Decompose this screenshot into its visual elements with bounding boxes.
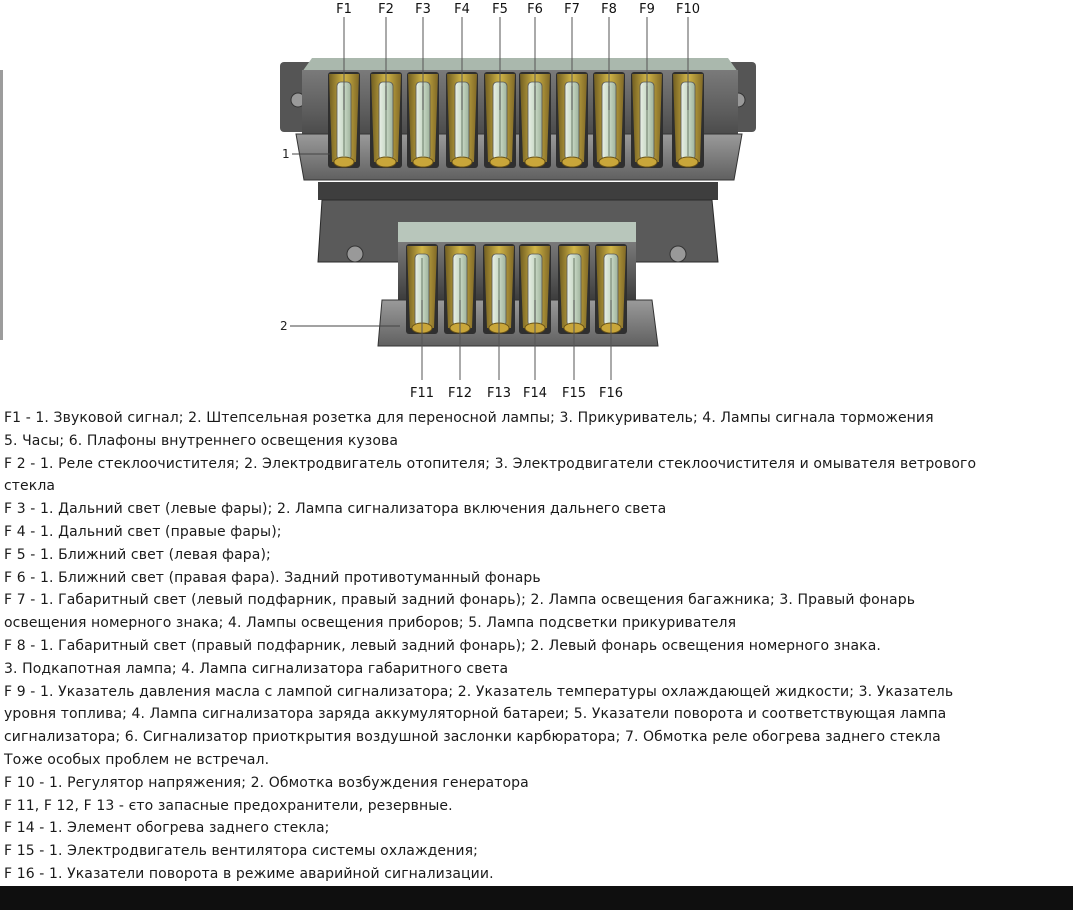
legend-line: Тоже особых проблем не встречал. <box>4 751 270 768</box>
svg-text:F2: F2 <box>378 2 394 17</box>
legend-line: F 8 - 1. Габаритный свет (правый подфарник, левый задний фонарь); 2. Левый фонарь освещения номерного знака. <box>4 637 881 654</box>
svg-text:F11: F11 <box>409 386 435 401</box>
legend-line: F 3 - 1. Дальний свет (левые фары); 2. Лампа сигнализатора включения дальнего света <box>4 501 667 518</box>
legend-line: F1 - 1. Звуковой сигнал; 2. Штепсельная розетка для переносной лампы; 3. Прикуриватель; 4. Лампы сигнала торможения <box>4 410 934 426</box>
svg-text:F3: F3 <box>415 2 431 17</box>
svg-text:F5: F5 <box>492 2 508 17</box>
legend-line: F 2 - 1. Реле стеклоочистителя; 2. Электродвигатель отопителя; 3. Электродвигатели стеклоочистителя и омывателя ветрового <box>4 455 977 472</box>
mount-screw-icon <box>347 246 363 262</box>
svg-text:F8: F8 <box>601 2 617 17</box>
svg-text:F12: F12 <box>447 386 473 401</box>
svg-text:F14: F14 <box>522 386 548 401</box>
legend-line: 5. Часы; 6. Плафоны внутреннего освещения кузова <box>4 432 399 449</box>
svg-text:F6: F6 <box>527 2 543 17</box>
legend-line: F 14 - 1. Элемент обогрева заднего стекла; <box>4 820 330 837</box>
svg-text:F7: F7 <box>564 2 580 17</box>
legend-line: F 16 - 1. Указатели поворота в режиме аварийной сигнализации. <box>4 865 494 882</box>
bottom-fuse-block <box>378 242 658 346</box>
legend-line: F 15 - 1. Электродвигатель вентилятора системы охлаждения; <box>4 843 478 860</box>
legend-line: уровня топлива; 4. Лампа сигнализатора заряда аккумуляторной батареи; 5. Указатели поворота и соответствующая лампа <box>4 706 947 723</box>
legend-line: освещения номерного знака; 4. Лампы освещения приборов; 5. Лампа подсветки прикуривателя <box>4 615 737 632</box>
legend-line: F 11, F 12, F 13 - єто запасные предохранители, резервные. <box>4 797 453 814</box>
svg-text:F10: F10 <box>675 2 701 17</box>
legend-line: F 7 - 1. Габаритный свет (левый подфарник, правый задний фонарь); 2. Лампа освещения багажника; 3. Правый фонарь <box>4 592 916 609</box>
legend-line: F 6 - 1. Ближний свет (правая фара). Задний противотуманный фонарь <box>4 569 541 586</box>
svg-text:2: 2 <box>280 319 288 333</box>
legend-line: 3. Подкапотная лампа; 4. Лампа сигнализатора габаритного света <box>4 660 509 677</box>
top-cover-edge <box>302 58 738 72</box>
fuse-legend <box>4 407 1069 886</box>
svg-text:F9: F9 <box>639 2 655 17</box>
svg-text:F16: F16 <box>598 386 624 401</box>
legend-line: стекла <box>4 478 56 495</box>
legend-line: F 4 - 1. Дальний свет (правые фары); <box>4 523 282 540</box>
mount-screw-icon <box>670 246 686 262</box>
bottom-cover-edge <box>398 222 636 244</box>
svg-text:F1: F1 <box>336 2 352 17</box>
legend-line: F 9 - 1. Указатель давления масла с лампой сигнализатора; 2. Указатель температуры охлаждающей жидкости; 3. Указатель <box>4 683 954 700</box>
bottom-bar <box>0 886 1073 910</box>
top-fuse-block <box>280 58 756 200</box>
legend-line: F 5 - 1. Ближний свет (левая фара); <box>4 546 271 563</box>
legend-line: F 10 - 1. Регулятор напряжения; 2. Обмотка возбуждения генератора <box>4 774 529 791</box>
svg-text:F15: F15 <box>561 386 587 401</box>
svg-text:F13: F13 <box>486 386 512 401</box>
legend-line: сигнализатора; 6. Сигнализатор приоткрытия воздушной заслонки карбюратора; 7. Обмотка реле обогрева заднего стекла <box>4 729 941 746</box>
fuse-box-diagram <box>0 0 1073 405</box>
svg-text:F4: F4 <box>454 2 470 17</box>
svg-text:1: 1 <box>282 147 290 161</box>
